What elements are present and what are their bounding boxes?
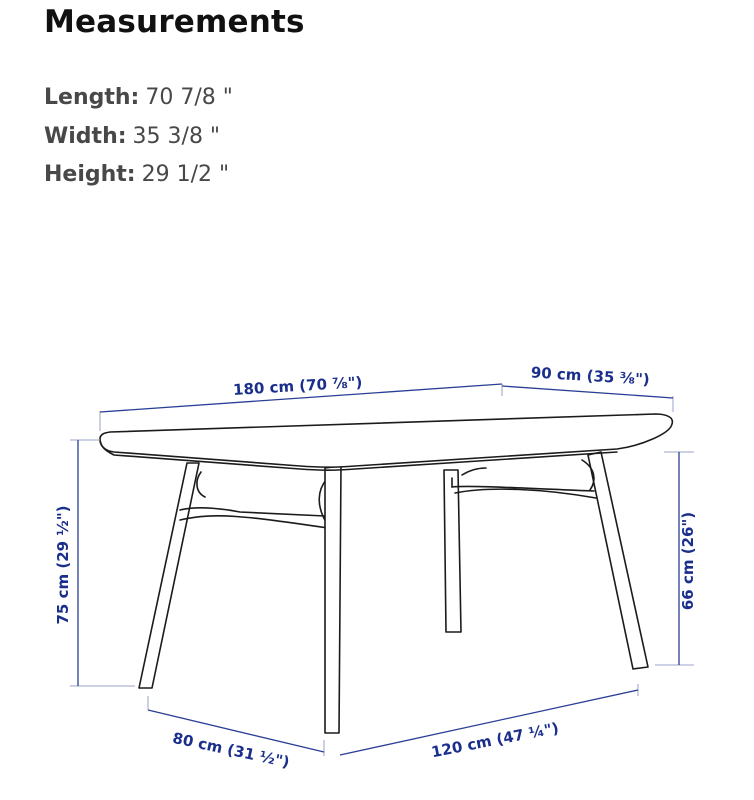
leg-span-long-label: 120 cm (47 ¼") [429, 718, 561, 762]
table-top [100, 414, 672, 467]
left-arch [197, 472, 205, 497]
front-left-leg [139, 463, 199, 688]
width-label: 90 cm (35 ⅜") [530, 363, 651, 389]
spec-value: 70 7/8 " [145, 85, 233, 110]
spec-length [44, 79, 233, 118]
table-dimension-diagram [0, 330, 754, 800]
page-title: Measurements [44, 4, 305, 40]
height-label: 75 cm (29 ½") [54, 505, 72, 625]
length-label: 180 cm (70 ⅞") [232, 373, 363, 399]
spec-width [44, 118, 233, 157]
front-right-leg [325, 466, 341, 733]
leg-span-short-label: 80 cm (31 ½") [170, 728, 292, 772]
table-drawing [100, 414, 672, 733]
back-arch-left [462, 468, 486, 475]
back-right-leg [588, 452, 648, 669]
spec-label: Height: [44, 162, 136, 187]
spec-value: 29 1/2 " [141, 162, 230, 187]
spec-label: Width: [44, 123, 127, 149]
clearance-label: 66 cm (26") [679, 511, 697, 611]
spec-height [44, 156, 233, 195]
spec-value: 35 3/8 " [132, 123, 221, 149]
left-side-stretcher [180, 508, 325, 516]
spec-label: Length: [44, 85, 140, 110]
back-left-leg [444, 470, 461, 632]
left-side-stretcher-2 [180, 516, 328, 528]
spec-list [44, 79, 233, 195]
